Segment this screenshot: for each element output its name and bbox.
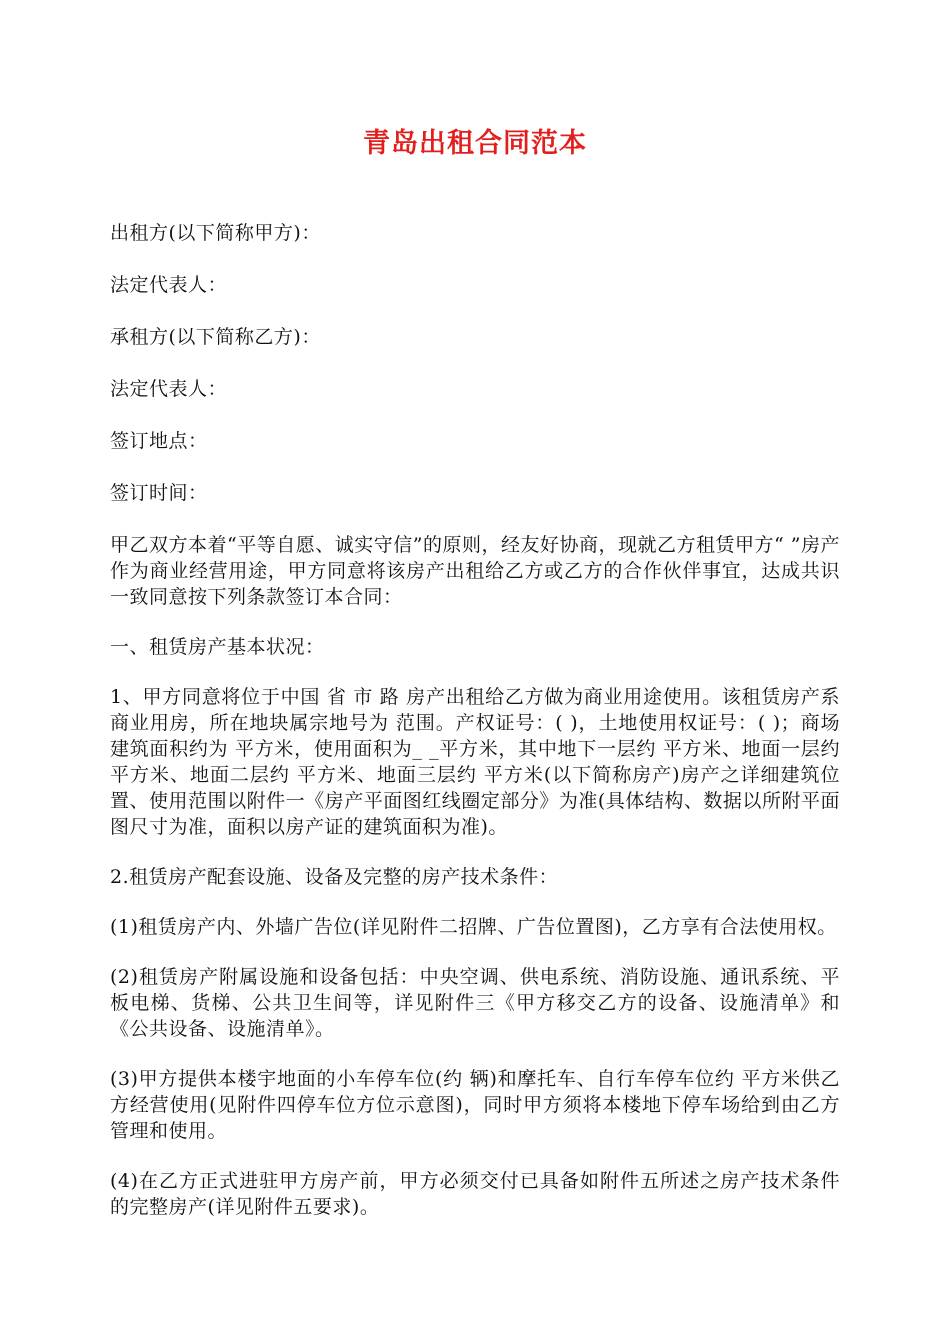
party-a-representative-line: 法定代表人： xyxy=(110,274,228,296)
clause-2-4-paragraph: (4)在乙方正式进驻甲方房产前，甲方必须交付已具备如附件五所述之房产技术条件的完整房产(详见附件五要求)。 xyxy=(110,1170,840,1218)
clause-2-3-paragraph: (3)甲方提供本楼宇地面的小车停车位(约 辆)和摩托车、自行车停车位约 平方米供乙方经营使用(见附件四停车位方位示意图)，同时甲方须将本楼地下停车场给到由乙方管理和使用。 xyxy=(110,1068,840,1142)
signing-time-line: 签订时间： xyxy=(110,482,208,504)
signing-place-line: 签订地点： xyxy=(110,430,208,452)
preamble-paragraph: 甲乙双方本着“平等自愿、诚实守信”的原则，经友好协商，现就乙方租赁甲方“ ”房产作为商业经营用途，甲方同意将该房产出租给乙方或乙方的合作伙伴事宜，达成共识一致同意按下列条款签订本合同： xyxy=(110,534,840,608)
clause-2-heading: 2.租赁房产配套设施、设备及完整的房产技术条件： xyxy=(110,866,559,888)
party-b-line: 承租方(以下简称乙方)： xyxy=(110,326,321,348)
party-a-line: 出租方(以下简称甲方)： xyxy=(110,222,321,244)
document-body xyxy=(110,220,840,1244)
clause-2-1-paragraph: (1)租赁房产内、外墙广告位(详见附件二招牌、广告位置图)，乙方享有合法使用权。 xyxy=(110,916,837,938)
party-b-representative-line: 法定代表人： xyxy=(110,378,228,400)
document-title: 青岛出租合同范本 xyxy=(363,128,587,159)
clause-2-2-paragraph: (2)租赁房产附属设施和设备包括：中央空调、供电系统、消防设施、通讯系统、平板电梯、货梯、公共卫生间等，详见附件三《甲方移交乙方的设备、设施清单》和《公共设备、设施清单》。 xyxy=(110,966,840,1040)
clause-1-paragraph: 1、甲方同意将位于中国 省 市 路 房产出租给乙方做为商业用途使用。该租赁房产系商业用房，所在地块属宗地号为 范围。产权证号：( )，土地使用权证号：( )；商场建筑面积约为 平方米，使用面积为_ _平方米，其中地下一层约 平方米、地面一层约 平方米、地面二层约 平方米、地面三层约 平方米(以下简称房产)房产之详细建筑位置、使用范围以附件一《房产平面图红线圈定部分》为准(具体结构、数据以所附平面图尺寸为准，面积以房产证的建筑面积为准)。 xyxy=(110,686,840,838)
section-heading: 一、租赁房产基本状况： xyxy=(110,636,325,658)
